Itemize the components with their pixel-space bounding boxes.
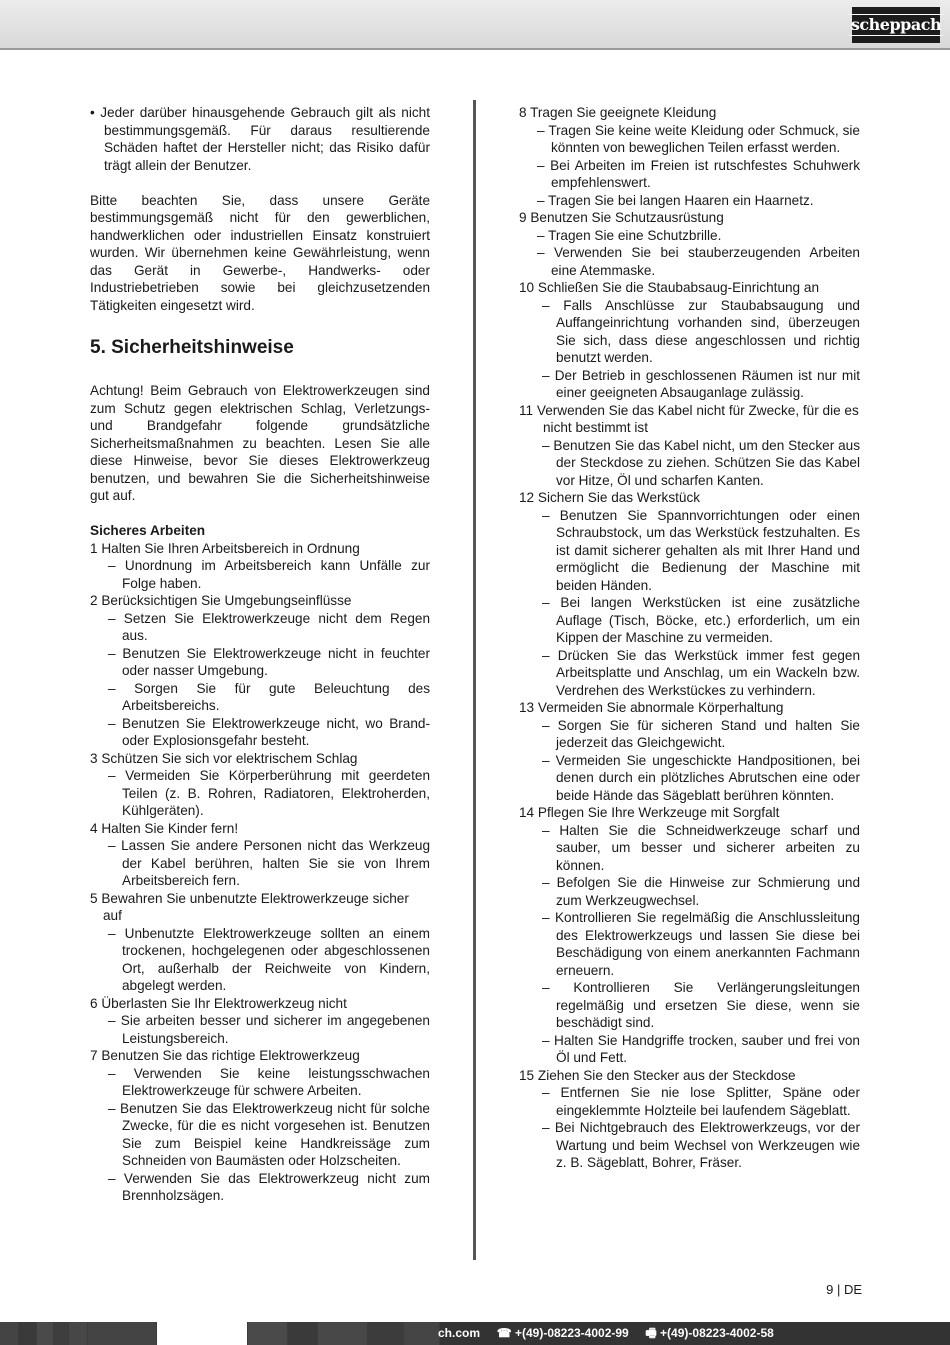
- safety-item-title: 10 Schließen Sie die Staubabsaug-Einrichtung an: [519, 280, 820, 295]
- safety-item-detail: – Unordnung im Arbeitsbereich kann Unfälle zur Folge haben.: [108, 558, 430, 591]
- safety-item-detail: – Bei langen Werkstücken ist eine zusätzliche Auflage (Tisch, Böcke, etc.) erforderlich, um ein Kippen der Maschine zu vermeiden.: [542, 595, 860, 645]
- safety-item-detail: – Entfernen Sie nie lose Splitter, Späne oder eingeklemmte Holzteile bei laufendem Sägeblatt.: [542, 1085, 860, 1118]
- footer-contact: [438, 1322, 774, 1345]
- safety-item-detail: – Kontrollieren Sie regelmäßig die Anschlussleitung des Elektrowerkzeugs und lassen Sie diese bei Beschädigung von einem anerkannten Fachmann erneuern.: [542, 910, 860, 978]
- safety-item-title: 2 Berücksichtigen Sie Umgebungseinflüsse: [90, 593, 352, 608]
- safety-item-title: 11 Verwenden Sie das Kabel nicht für Zwecke, für die es nicht bestimmt ist: [519, 402, 859, 435]
- safety-item-detail: – Tragen Sie bei langen Haaren ein Haarnetz.: [537, 192, 814, 208]
- safety-item-detail: – Vermeiden Sie Körperberührung mit geerdeten Teilen (z. B. Rohren, Radiatoren, Elektroherden, Kühlgeräten).: [108, 768, 430, 818]
- safety-item-title: 9 Benutzen Sie Schutzausrüstung: [519, 210, 724, 225]
- safety-item-detail: – Kontrollieren Sie Verlängerungsleitungen regelmäßig und ersetzen Sie diese, wenn sie beschädigt sind.: [542, 980, 860, 1030]
- safety-item-detail: – Vermeiden Sie ungeschickte Handpositionen, bei denen durch ein plötzliches Abrutschen eine oder beide Hände das Sägeblatt berühren könnten.: [542, 752, 860, 803]
- safety-item-detail: – Benutzen Sie das Kabel nicht, um den Stecker aus der Steckdose zu ziehen. Schützen Sie das Kabel vor Hitze, Öl und scharfen Kanten.: [542, 437, 860, 488]
- footer-bar: [0, 1322, 950, 1345]
- safety-item-detail: – Sorgen Sie für sicheren Stand und halten Sie jederzeit das Gleichgewicht.: [542, 717, 860, 750]
- safety-item-detail: – Verwenden Sie das Elektrowerkzeug nicht zum Brennholzsägen.: [108, 1170, 430, 1203]
- warning-paragraph: Achtung! Beim Gebrauch von Elektrowerkzeugen sind zum Schutz gegen elektrischen Schlag, Verletzungs- und Brandgefahr folgende grundsätzliche Sicherheitsmaßnahmen zu beachten. Lesen Sie alle diese Hinweise, bevor Sie dieses Elektrowerkzeug benutzen, und bewahren Sie die Sicherheitshinweise gut auf.: [90, 383, 430, 503]
- safety-item-detail: – Lassen Sie andere Personen nicht das Werkzeug der Kabel berühren, halten Sie sie von Ihrem Arbeitsbereich fern.: [108, 838, 430, 888]
- safety-item-detail: – Benutzen Sie Elektrowerkzeuge nicht, wo Brand- oder Explosionsgefahr besteht.: [108, 715, 430, 748]
- intro-bullet: • Jeder darüber hinausgehende Gebrauch gilt als nicht bestimmungsgemäß. Für daraus resultierende Schäden haftet der Hersteller nicht; das Risiko dafür trägt allein der Benutzer.: [90, 105, 430, 173]
- footer-stripes: [0, 1322, 440, 1345]
- safety-item-detail: – Der Betrieb in geschlossenen Räumen ist nur mit einer geeigneten Absauganlage zulässig.: [542, 367, 860, 400]
- right-column: [519, 104, 860, 1172]
- safety-item-detail: – Halten Sie die Schneidwerkzeuge scharf und sauber, um besser und sicherer arbeiten zu können.: [542, 822, 860, 873]
- safety-item-detail: – Befolgen Sie die Hinweise zur Schmierung und zum Werkzeugwechsel.: [542, 875, 860, 908]
- footer-fax: 🖷 +(49)-08223-4002-58: [645, 1326, 774, 1340]
- header-bar: [0, 0, 950, 50]
- safety-item-detail: – Benutzen Sie Elektrowerkzeuge nicht in feuchter oder nasser Umgebung.: [108, 645, 430, 678]
- brand-logo-text: scheppach: [850, 15, 942, 34]
- safety-item-detail: – Tragen Sie keine weite Kleidung oder Schmuck, sie könnten von beweglichen Teilen erfasst werden.: [537, 122, 860, 155]
- safety-item-detail: – Sie arbeiten besser und sicherer im angegebenen Leistungsbereich.: [108, 1013, 430, 1046]
- subheading: Sicheres Arbeiten: [90, 523, 206, 538]
- safety-item-detail: – Benutzen Sie Spannvorrichtungen oder einen Schraubstock, um das Werkstück festzuhalten. Es ist damit sicherer gehalten als mit Ihrer Hand und ermöglicht die Bedienung der Maschine mit beiden Händen.: [542, 507, 860, 593]
- safety-item-title: 8 Tragen Sie geeignete Kleidung: [519, 105, 717, 120]
- safety-item-detail: – Setzen Sie Elektrowerkzeuge nicht dem Regen aus.: [108, 610, 430, 643]
- left-column: [90, 104, 430, 1205]
- safety-item-detail: – Bei Nichtgebrauch des Elektrowerkzeugs, vor der Wartung und beim Wechsel von Werkzeugen wie z. B. Sägeblatt, Bohrer, Fräser.: [542, 1120, 860, 1170]
- safety-item-title: 6 Überlasten Sie Ihr Elektrowerkzeug nicht: [90, 995, 347, 1011]
- brand-logo: [852, 7, 940, 43]
- section-title: 5. Sicherheitshinweise: [90, 337, 294, 358]
- safety-item-title: 1 Halten Sie Ihren Arbeitsbereich in Ordnung: [90, 540, 360, 556]
- safety-item-title: 13 Vermeiden Sie abnormale Körperhaltung: [519, 700, 784, 715]
- safety-item-title: 3 Schützen Sie sich vor elektrischem Schlag: [90, 750, 358, 766]
- safety-item-detail: – Benutzen Sie das Elektrowerkzeug nicht für solche Zwecke, für die es nicht vorgesehen ist. Benutzen Sie zum Beispiel keine Handkreissäge zum Schneiden von Baumästen oder Holzscheiten.: [108, 1100, 430, 1168]
- safety-item-title: 12 Sichern Sie das Werkstück: [519, 490, 701, 505]
- column-divider: [473, 100, 476, 1260]
- safety-item-title: 4 Halten Sie Kinder fern!: [90, 820, 239, 836]
- usage-notice: Bitte beachten Sie, dass unsere Geräte bestimmungsgemäß nicht für den gewerblichen, handwerklichen oder industriellen Einsatz konstruiert wurden. Wir übernehmen keine Gewährleistung, wenn das Gerät in Gewerbe-, Handwerks- oder Industriebetrieben sowie bei gleichzusetzenden Tätigkeiten eingesetzt wird.: [90, 192, 430, 313]
- safety-item-detail: – Bei Arbeiten im Freien ist rutschfestes Schuhwerk empfehlenswert.: [537, 157, 860, 190]
- right-safety-list: [519, 104, 860, 1172]
- safety-item-detail: – Tragen Sie eine Schutzbrille.: [537, 227, 722, 243]
- safety-item-title: 14 Pflegen Sie Ihre Werkzeuge mit Sorgfalt: [519, 805, 780, 820]
- safety-item-detail: – Unbenutzte Elektrowerkzeuge sollten an einem trockenen, hochgelegenen oder abgeschlossenen Ort, außerhalb der Reichweite von Kindern, abgelegt werden.: [108, 925, 430, 993]
- safety-item-detail: – Falls Anschlüsse zur Staubabsaugung und Auffangeinrichtung vorhanden sind, überzeugen Sie sich, dass diese angeschlossen und richtig benutzt werden.: [542, 297, 860, 365]
- safety-item-title: 15 Ziehen Sie den Stecker aus der Steckdose: [519, 1067, 796, 1083]
- page-number: 9 | DE: [826, 1282, 862, 1297]
- footer-phone: ☎ +(49)-08223-4002-99: [496, 1326, 629, 1340]
- safety-item-title: 5 Bewahren Sie unbenutzte Elektrowerkzeuge sicher auf: [90, 890, 409, 923]
- safety-item-detail: – Verwenden Sie bei stauberzeugenden Arbeiten eine Atemmaske.: [537, 245, 860, 278]
- safety-item-detail: – Drücken Sie das Werkstück immer fest gegen Arbeitsplatte und Anschlag, um ein Wackeln bzw. Verdrehen des Werkstückes zu verhindern.: [542, 647, 860, 698]
- safety-item-detail: – Sorgen Sie für gute Beleuchtung des Arbeitsbereichs.: [108, 680, 430, 713]
- safety-item-detail: – Halten Sie Handgriffe trocken, sauber und frei von Öl und Fett.: [542, 1032, 860, 1065]
- safety-item-detail: – Verwenden Sie keine leistungsschwachen Elektrowerkzeuge für schwere Arbeiten.: [108, 1065, 430, 1098]
- left-safety-list: [90, 540, 430, 1205]
- safety-item-title: 7 Benutzen Sie das richtige Elektrowerkzeug: [90, 1048, 360, 1063]
- footer-web: ch.com: [438, 1326, 481, 1340]
